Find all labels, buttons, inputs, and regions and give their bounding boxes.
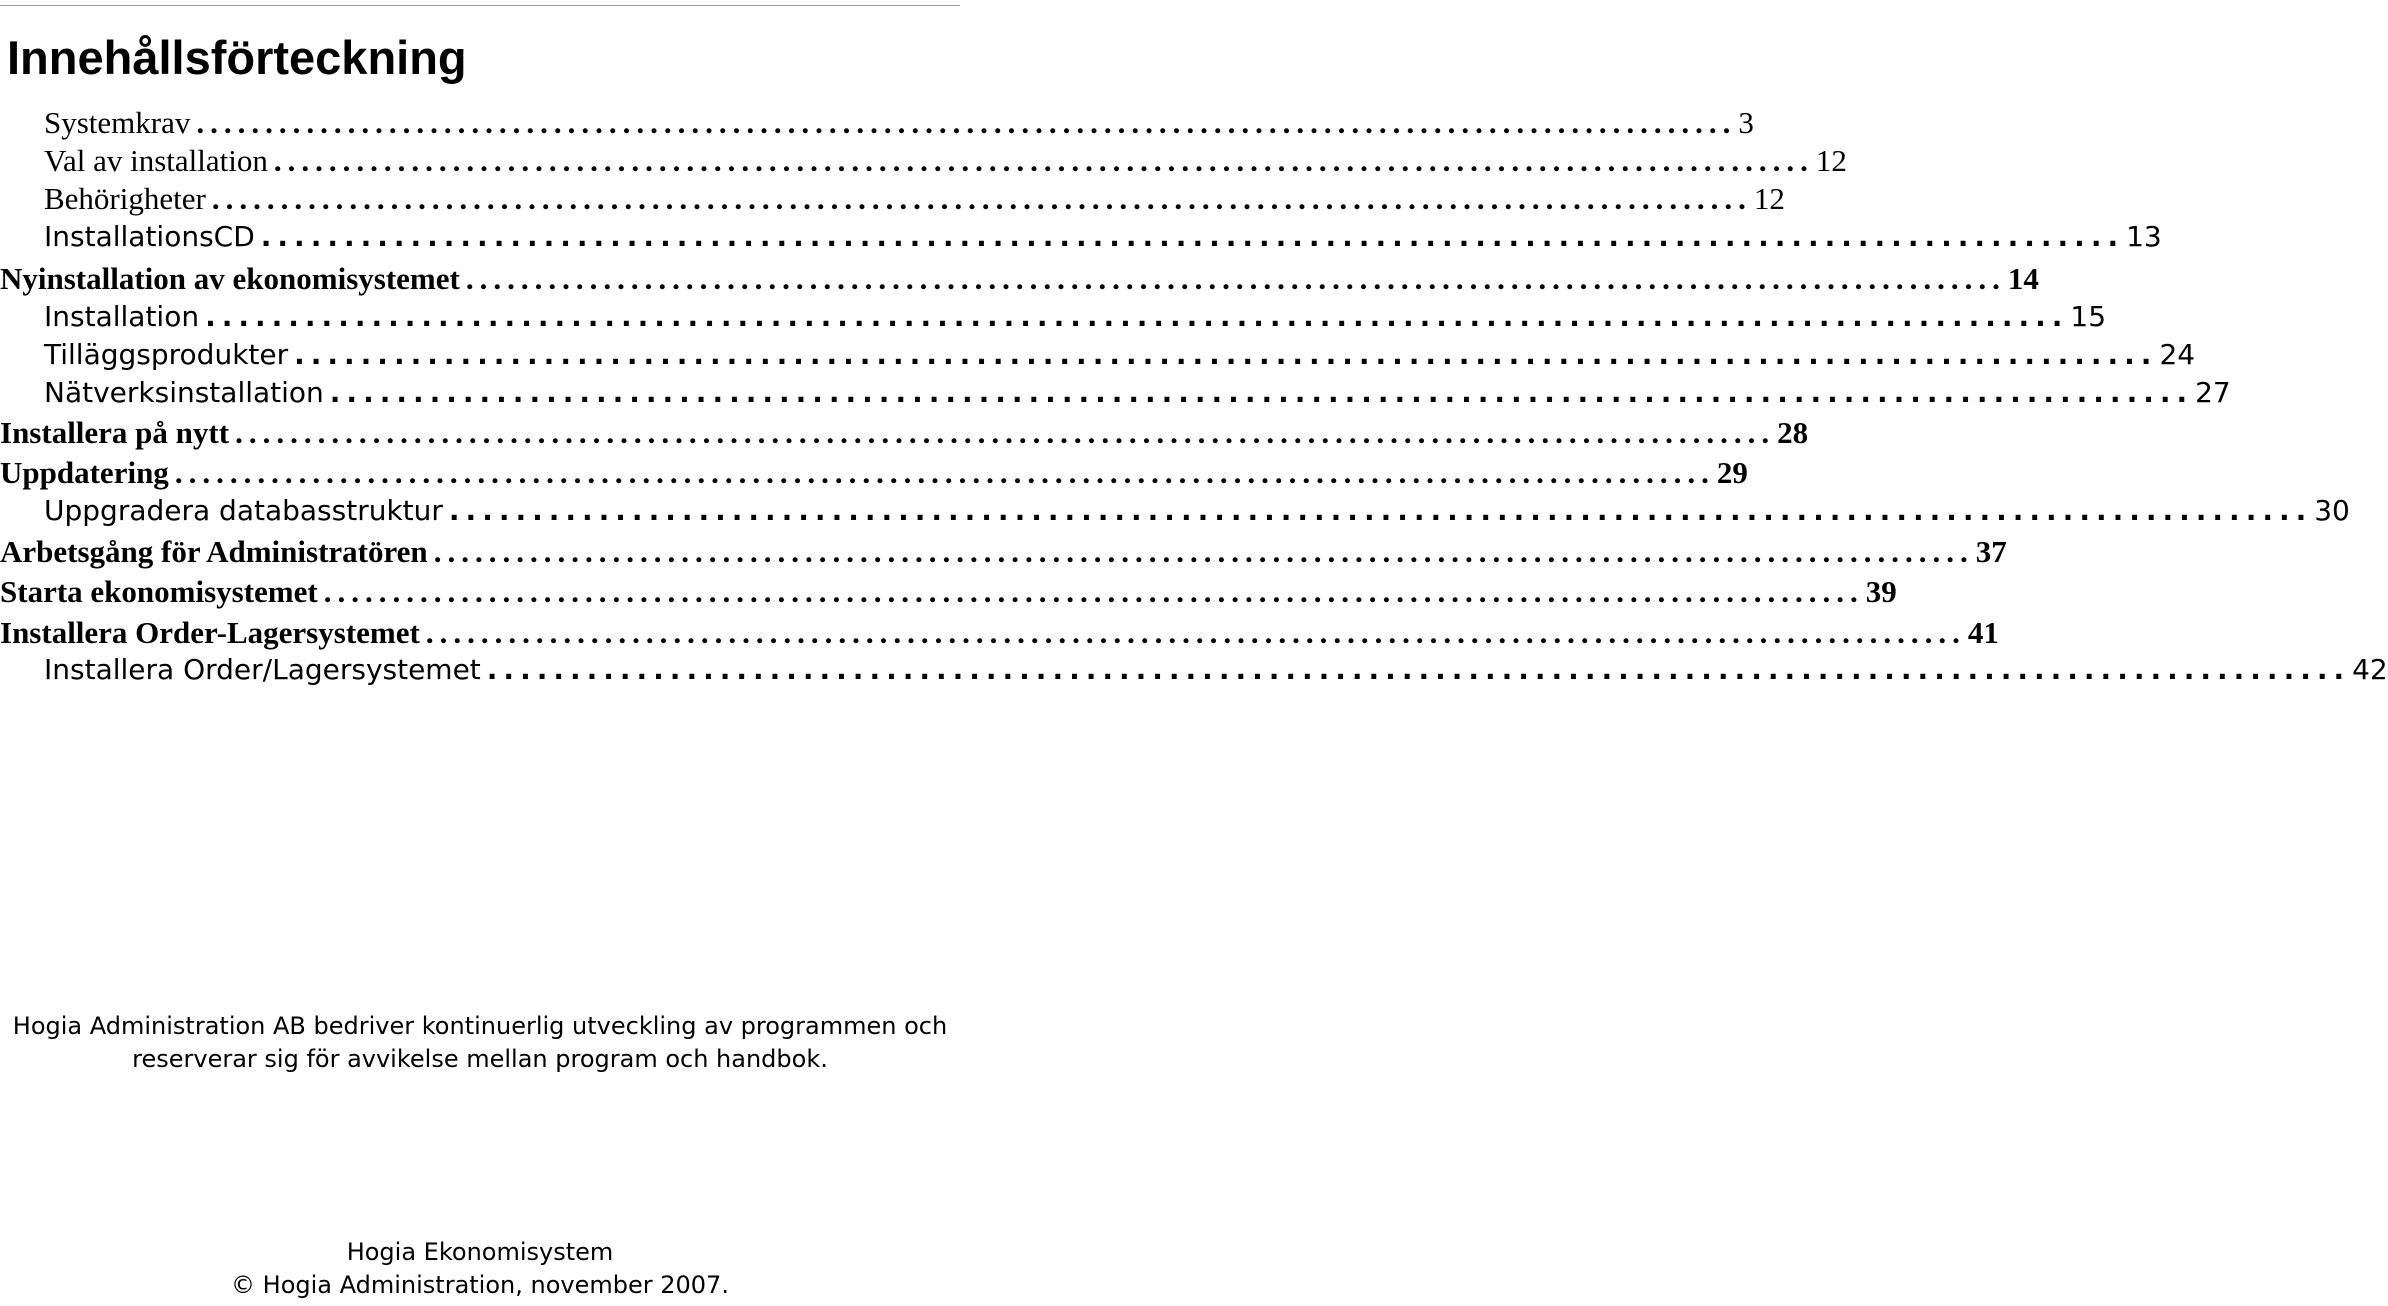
- top-rule: [0, 5, 960, 6]
- toc-entry-label: Installera Order-Lagersystemet: [0, 615, 420, 650]
- toc-entry-label: Installera på nytt: [0, 415, 230, 450]
- page-footer: [0, 1236, 960, 1302]
- disclaimer-line: reserverar sig för avvikelse mellan program och handbok.: [132, 1045, 828, 1073]
- toc-entry[interactable]: [44, 491, 2350, 531]
- footer-copyright: © Hogia Administration, november 2007.: [231, 1271, 729, 1299]
- toc-entry-page: 13: [2126, 220, 2162, 253]
- dot-leader: ................................................................................................................: [205, 300, 2069, 333]
- toc-entry[interactable]: [44, 217, 2162, 257]
- footer-product: Hogia Ekonomisystem: [346, 1238, 614, 1266]
- dot-leader: ................................................................................................................: [433, 534, 1974, 569]
- toc-entry-page: 3: [1738, 105, 1754, 140]
- toc-entry[interactable]: [0, 453, 1748, 493]
- toc-entry[interactable]: [0, 572, 1897, 612]
- toc-entry[interactable]: [44, 103, 1754, 143]
- dot-leader: ................................................................................................................: [196, 105, 1737, 140]
- toc-entry-page: 12: [1753, 181, 1785, 216]
- dot-leader: ................................................................................................................: [260, 220, 2125, 253]
- toc-entry-page: 12: [1815, 143, 1847, 178]
- toc-entry-page: 30: [2314, 494, 2350, 527]
- disclaimer-line: Hogia Administration AB bedriver kontinuerlig utveckling av programmen och: [12, 1012, 948, 1040]
- toc-entry[interactable]: [0, 532, 2007, 572]
- page-title: Innehållsförteckning: [7, 31, 467, 84]
- dot-leader: ................................................................................................................: [273, 143, 1814, 178]
- toc-entry[interactable]: [44, 650, 2388, 690]
- toc-entry-page: 27: [2195, 376, 2231, 409]
- toc-entry-label: Arbetsgång för Administratören: [0, 534, 428, 569]
- dot-leader: ................................................................................................................: [486, 653, 2351, 686]
- toc-entry-label: Uppgradera databasstruktur: [44, 494, 443, 527]
- toc-entry-label: Starta ekonomisystemet: [0, 574, 318, 609]
- dot-leader: ................................................................................................................: [235, 415, 1776, 450]
- toc-entry-label: InstallationsCD: [44, 220, 255, 253]
- dot-leader: ................................................................................................................: [425, 615, 1966, 650]
- toc-entry-label: Tilläggsprodukter: [44, 338, 289, 371]
- toc-entry-page: 15: [2070, 300, 2107, 333]
- dot-leader: ................................................................................................................: [323, 574, 1864, 609]
- toc-entry-label: Behörigheter: [44, 181, 206, 216]
- toc-entry[interactable]: [44, 373, 2231, 413]
- toc-entry-label: Installera Order/Lagersystemet: [44, 653, 481, 686]
- toc-entry-label: Val av installation: [44, 143, 268, 178]
- toc-entry-page: 24: [2159, 338, 2196, 371]
- toc-entry-label: Systemkrav: [44, 105, 191, 140]
- toc-entry-label: Installation: [44, 300, 200, 333]
- toc-entry[interactable]: [44, 179, 1785, 219]
- dot-leader: ................................................................................................................: [329, 376, 2194, 409]
- dot-leader: ................................................................................................................: [294, 338, 2158, 371]
- toc-entry[interactable]: [0, 259, 2039, 299]
- dot-leader: ................................................................................................................: [174, 455, 1715, 490]
- toc-entry-page: 41: [1967, 615, 1999, 650]
- toc-entry[interactable]: [44, 297, 2107, 337]
- disclaimer-notice: [0, 1010, 960, 1076]
- toc-entry-page: 14: [2007, 261, 2039, 296]
- toc-entry[interactable]: [0, 613, 1999, 653]
- toc-entry-label: Uppdatering: [0, 455, 169, 490]
- toc-entry-page: 28: [1777, 415, 1809, 450]
- dot-leader: ................................................................................................................: [448, 494, 2313, 527]
- toc-entry-label: Nätverksinstallation: [44, 376, 324, 409]
- toc-entry-page: 29: [1716, 455, 1748, 490]
- toc-entry[interactable]: [44, 335, 2196, 375]
- toc-entry-page: 42: [2352, 653, 2388, 686]
- dot-leader: ................................................................................................................: [211, 181, 1752, 216]
- toc-entry[interactable]: [44, 141, 1847, 181]
- toc-entry-page: 39: [1865, 574, 1897, 609]
- toc-entry[interactable]: [0, 413, 1809, 453]
- toc-entry-label: Nyinstallation av ekonomisystemet: [0, 261, 460, 296]
- toc-entry-page: 37: [1975, 534, 2007, 569]
- dot-leader: ................................................................................................................: [465, 261, 2006, 296]
